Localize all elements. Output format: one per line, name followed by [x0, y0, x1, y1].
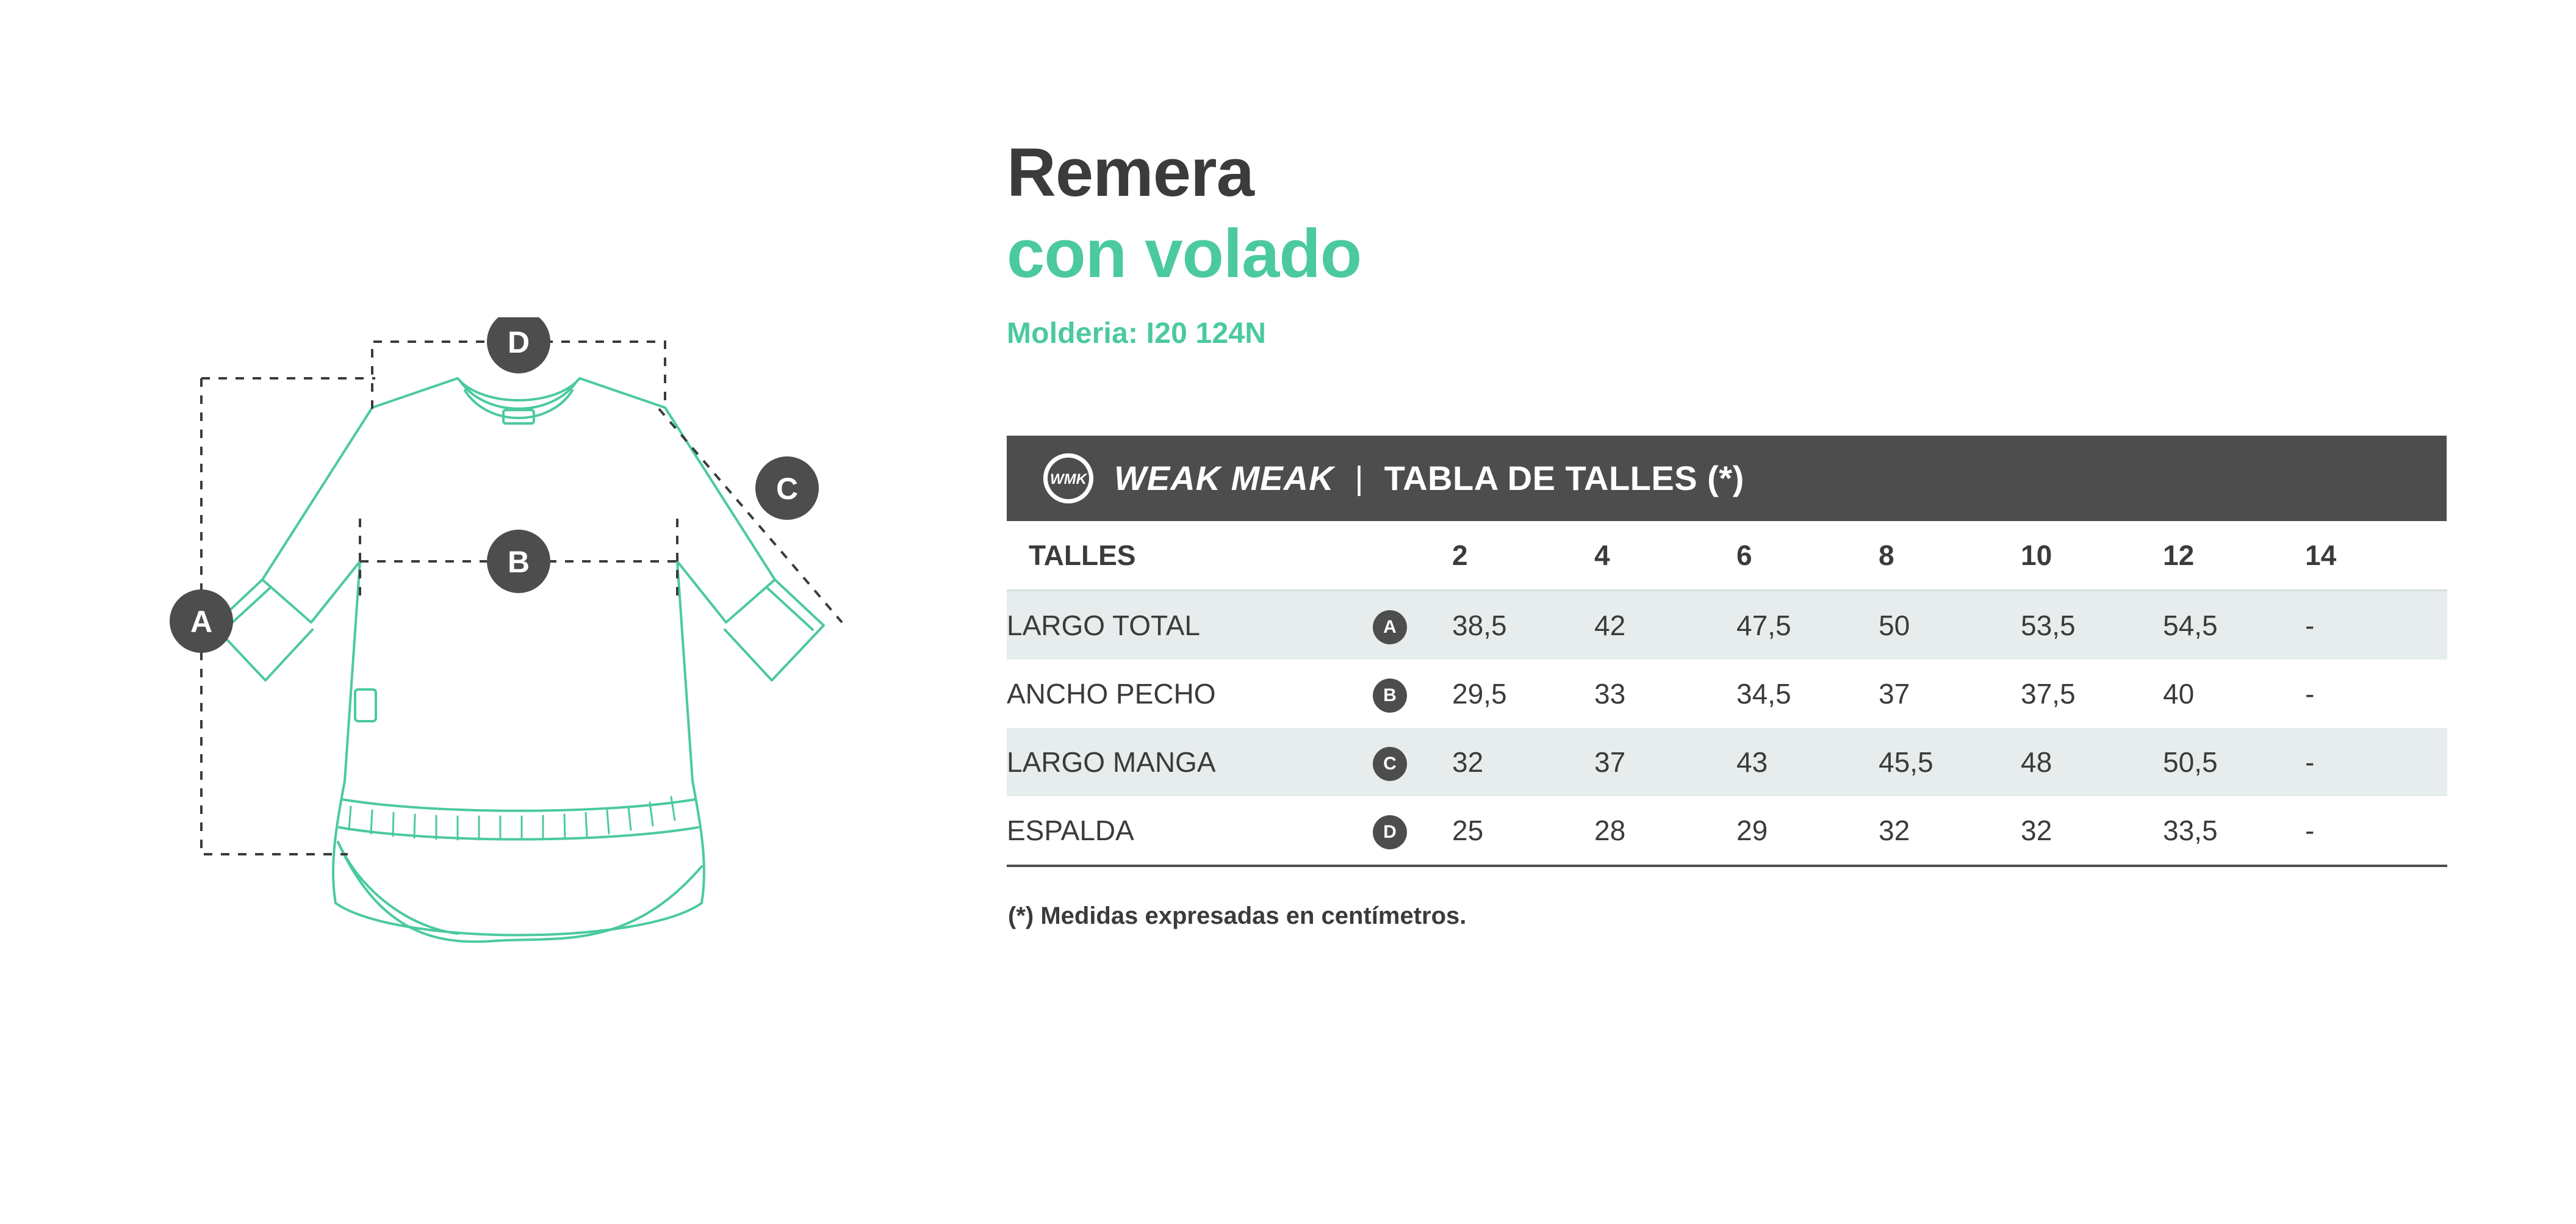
cell-largo-total-2: 38,5 [1452, 590, 1594, 660]
garment-illustration [92, 317, 976, 1049]
table-row [1007, 728, 2447, 796]
row-letter-d [1373, 796, 1452, 866]
cell-largo-manga-6: 43 [1736, 728, 1879, 796]
svg-text:C: C [775, 472, 799, 506]
svg-text:D: D [507, 325, 530, 359]
column-header-size-6: 6 [1736, 521, 1879, 591]
cell-largo-manga-14: - [2305, 728, 2447, 796]
cell-ancho-pecho-14: - [2305, 677, 2315, 710]
table-title: TABLA DE TALLES (*) [1384, 459, 1744, 498]
row-label-ancho-pecho: ANCHO PECHO [1007, 677, 1216, 710]
row-label-largo-manga: LARGO MANGA [1007, 728, 1373, 796]
brand-name: WEAK MEAK [1114, 459, 1334, 498]
table-row [1007, 590, 2447, 660]
cell-ancho-pecho-6: 34,5 [1736, 677, 1791, 710]
cell-ancho-pecho-4: 33 [1594, 677, 1626, 710]
letter-badge-b: B [1373, 679, 1407, 713]
marker-c [755, 456, 819, 520]
marker-b [487, 530, 550, 593]
cell-largo-total-6: 47,5 [1736, 590, 1879, 660]
row-letter-c [1373, 728, 1452, 796]
column-header-size-12: 12 [2163, 521, 2305, 591]
cell-largo-total-4: 42 [1594, 590, 1736, 660]
cell-ancho-pecho-2: 29,5 [1452, 677, 1507, 710]
svg-text:A: A [190, 605, 213, 639]
row-label-espalda: ESPALDA [1007, 796, 1373, 866]
cell-largo-total-14: - [2305, 590, 2447, 660]
page-title: Remera [1007, 134, 1254, 211]
row-letter-a [1373, 590, 1452, 660]
cell-ancho-pecho-10: 37,5 [2021, 677, 2076, 710]
svg-text:WMK: WMK [1050, 470, 1087, 488]
table-row [1007, 796, 2447, 866]
letter-badge-d: D [1373, 815, 1407, 849]
header-divider: | [1355, 459, 1364, 497]
cell-espalda-8: 32 [1879, 796, 2021, 866]
column-header-size-8: 8 [1879, 521, 2021, 591]
cell-largo-total-10: 53,5 [2021, 590, 2163, 660]
weak-meak-logo-icon [1043, 453, 1093, 503]
row-label-largo-total: LARGO TOTAL [1007, 590, 1373, 660]
letter-badge-a: A [1373, 610, 1407, 644]
column-header-letter [1373, 521, 1452, 591]
column-header-size-10: 10 [2021, 521, 2163, 591]
column-header-size-4: 4 [1594, 521, 1736, 591]
table-header-bar [1007, 436, 2447, 521]
cell-largo-manga-12: 50,5 [2163, 728, 2305, 796]
size-table-wrapper [1007, 436, 2447, 930]
cell-espalda-10: 32 [2021, 796, 2163, 866]
cell-espalda-2: 25 [1452, 796, 1594, 866]
marker-d [487, 317, 550, 373]
molderia-code: Molderia: I20 124N [1007, 317, 1267, 350]
cell-ancho-pecho-8: 37 [1879, 677, 1910, 710]
row-letter-b [1373, 660, 1452, 728]
cell-largo-manga-4: 37 [1594, 728, 1736, 796]
cell-largo-manga-10: 48 [2021, 728, 2163, 796]
cell-largo-manga-8: 45,5 [1879, 728, 2021, 796]
letter-badge-c: C [1373, 747, 1407, 781]
cell-ancho-pecho-12: 40 [2163, 677, 2195, 710]
cell-espalda-4: 28 [1594, 796, 1736, 866]
column-header-size-2: 2 [1452, 521, 1594, 591]
cell-largo-total-8: 50 [1879, 590, 2021, 660]
size-table [1007, 521, 2447, 867]
marker-a [170, 589, 233, 653]
size-chart-panel [1007, 134, 2483, 930]
table-header-row [1007, 521, 2447, 591]
column-header-talles: TALLES [1007, 521, 1373, 591]
cell-espalda-14: - [2305, 796, 2447, 866]
table-row [1007, 660, 2447, 728]
cell-espalda-6: 29 [1736, 796, 1879, 866]
cell-largo-manga-2: 32 [1452, 728, 1594, 796]
table-footnote: (*) Medidas expresadas en centímetros. [1008, 902, 1467, 929]
cell-espalda-12: 33,5 [2163, 796, 2305, 866]
cell-largo-total-12: 54,5 [2163, 590, 2305, 660]
svg-text:B: B [507, 545, 530, 579]
column-header-size-14: 14 [2305, 521, 2447, 591]
page-subtitle: con volado [1007, 215, 1362, 292]
